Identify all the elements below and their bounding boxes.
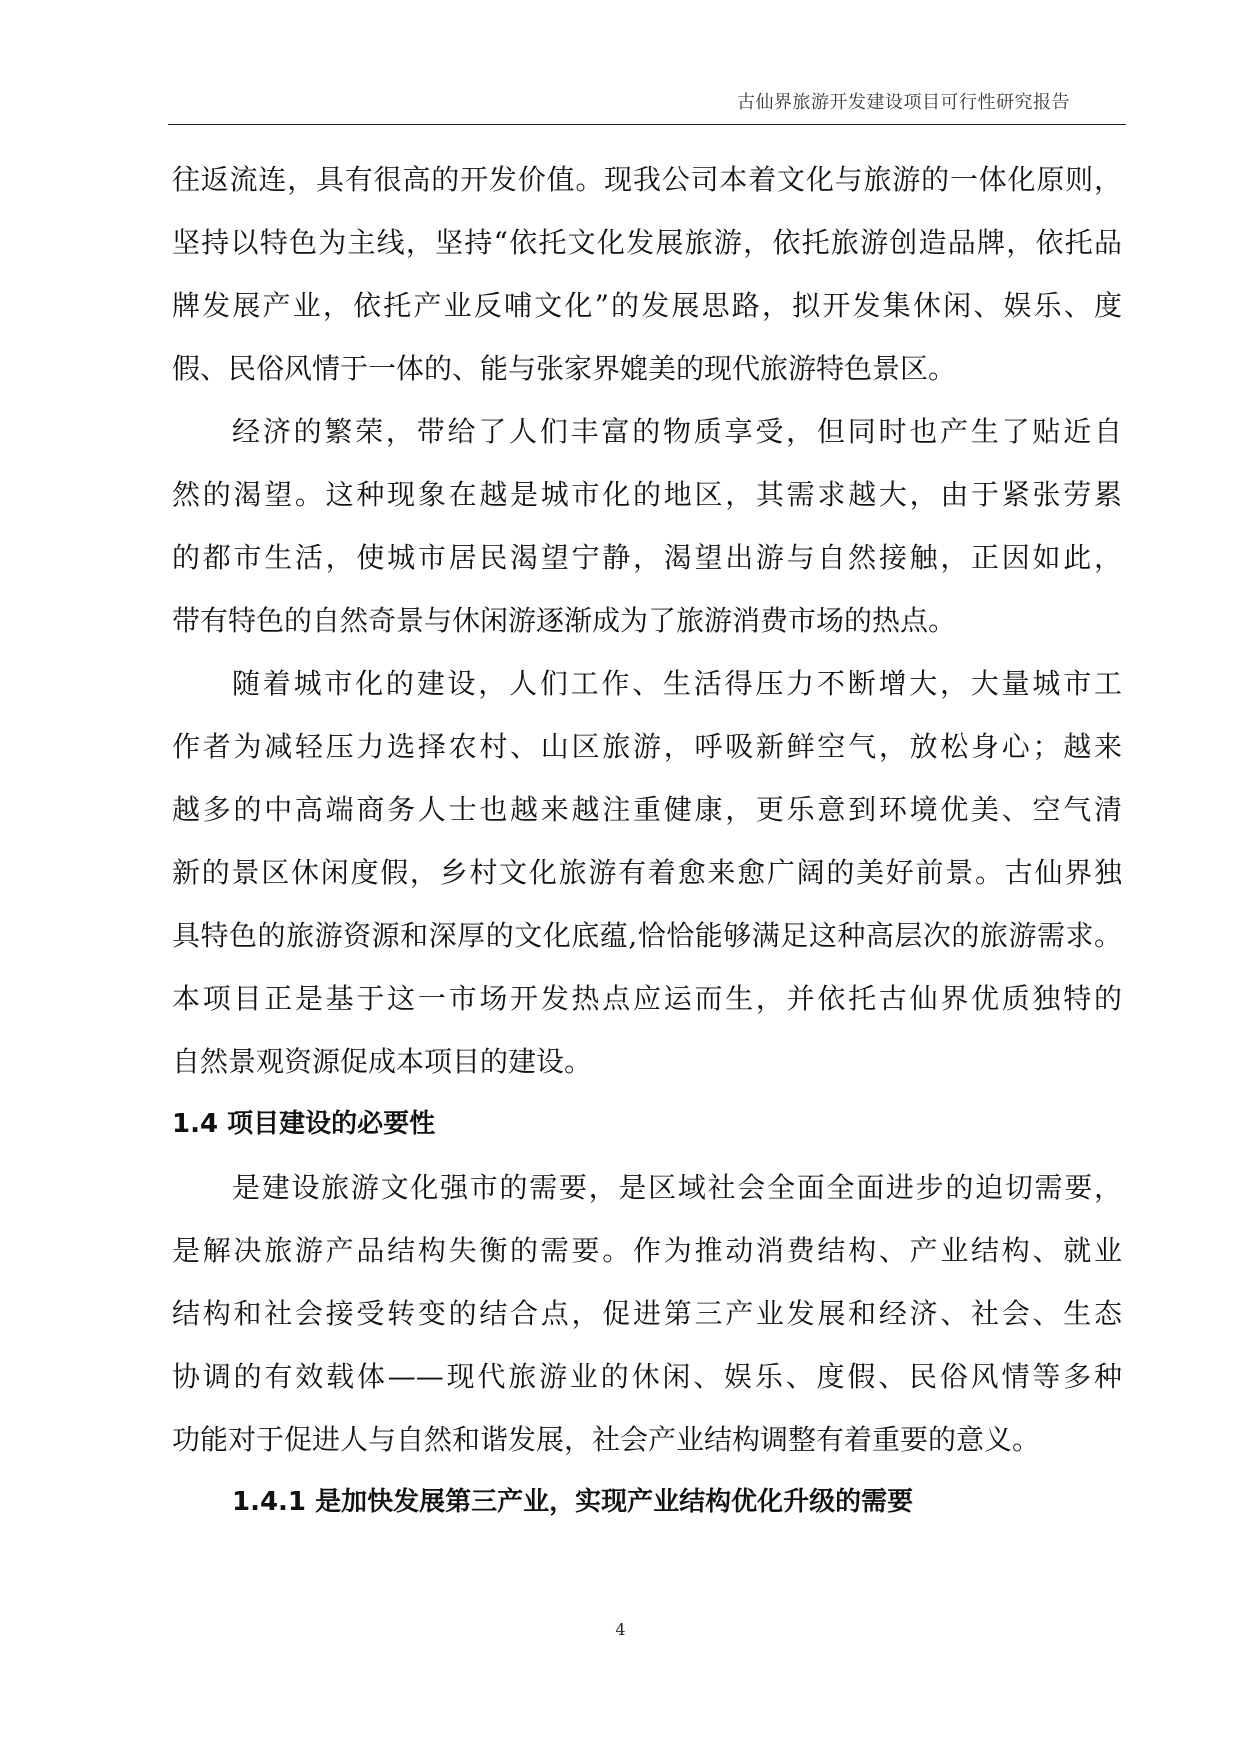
document-body — [172, 148, 1122, 1534]
paragraph-line: 的都市生活，使城市居民渴望宁静，渴望出游与自然接触，正因如此， — [172, 541, 1122, 574]
paragraph-line: 本项目正是基于这一市场开发热点应运而生，并依托古仙界优质独特的 — [172, 982, 1122, 1015]
paragraph-line: 新的景区休闲度假，乡村文化旅游有着愈来愈广阔的美好前景。古仙界独 — [172, 856, 1122, 889]
paragraph-line: 结构和社会接受转变的结合点，促进第三产业发展和经济、社会、生态 — [172, 1297, 1122, 1330]
page-header — [168, 88, 1126, 125]
paragraph-line: 协调的有效载体——现代旅游业的休闲、娱乐、度假、民俗风情等多种 — [172, 1360, 1122, 1393]
paragraph-line: 是解决旅游产品结构失衡的需要。作为推动消费结构、产业结构、就业 — [172, 1234, 1122, 1267]
paragraph-line: 具特色的旅游资源和深厚的文化底蕴,恰恰能够满足这种高层次的旅游需求。 — [172, 919, 1122, 952]
paragraph-line: 经济的繁荣，带给了人们丰富的物质享受，但同时也产生了贴近自 — [232, 415, 1122, 448]
page-number: 4 — [615, 1620, 626, 1639]
paragraph-line: 自然景观资源促成本项目的建设。 — [172, 1045, 593, 1078]
section-heading: 1.4 项目建设的必要性 — [172, 1109, 436, 1139]
paragraph-line: 往返流连，具有很高的开发价值。现我公司本着文化与旅游的一体化原则， — [172, 163, 1122, 196]
paragraph-line: 越多的中高端商务人士也越来越注重健康，更乐意到环境优美、空气清 — [172, 793, 1122, 826]
subsection-heading: 1.4.1 是加快发展第三产业，实现产业结构优化升级的需要 — [232, 1487, 914, 1517]
paragraph-line: 功能对于促进人与自然和谐发展，社会产业结构调整有着重要的意义。 — [172, 1423, 1041, 1456]
paragraph-line: 作者为减轻压力选择农村、山区旅游，呼吸新鲜空气，放松身心；越来 — [172, 730, 1122, 763]
paragraph-line: 坚持以特色为主线，坚持“依托文化发展旅游，依托旅游创造品牌，依托品 — [172, 226, 1122, 259]
paragraph-line: 牌发展产业，依托产业反哺文化”的发展思路，拟开发集休闲、娱乐、度 — [172, 289, 1122, 322]
paragraph-line: 然的渴望。这种现象在越是城市化的地区，其需求越大，由于紧张劳累 — [172, 478, 1122, 511]
header-title: 古仙界旅游开发建设项目可行性研究报告 — [737, 92, 1070, 113]
paragraph-line: 随着城市化的建设，人们工作、生活得压力不断增大，大量城市工 — [232, 667, 1122, 700]
paragraph-line: 是建设旅游文化强市的需要，是区域社会全面全面进步的迫切需要， — [232, 1171, 1122, 1204]
paragraph-line: 带有特色的自然奇景与休闲游逐渐成为了旅游消费市场的热点。 — [172, 604, 957, 637]
paragraph-line: 假、民俗风情于一体的、能与张家界媲美的现代旅游特色景区。 — [172, 352, 957, 385]
